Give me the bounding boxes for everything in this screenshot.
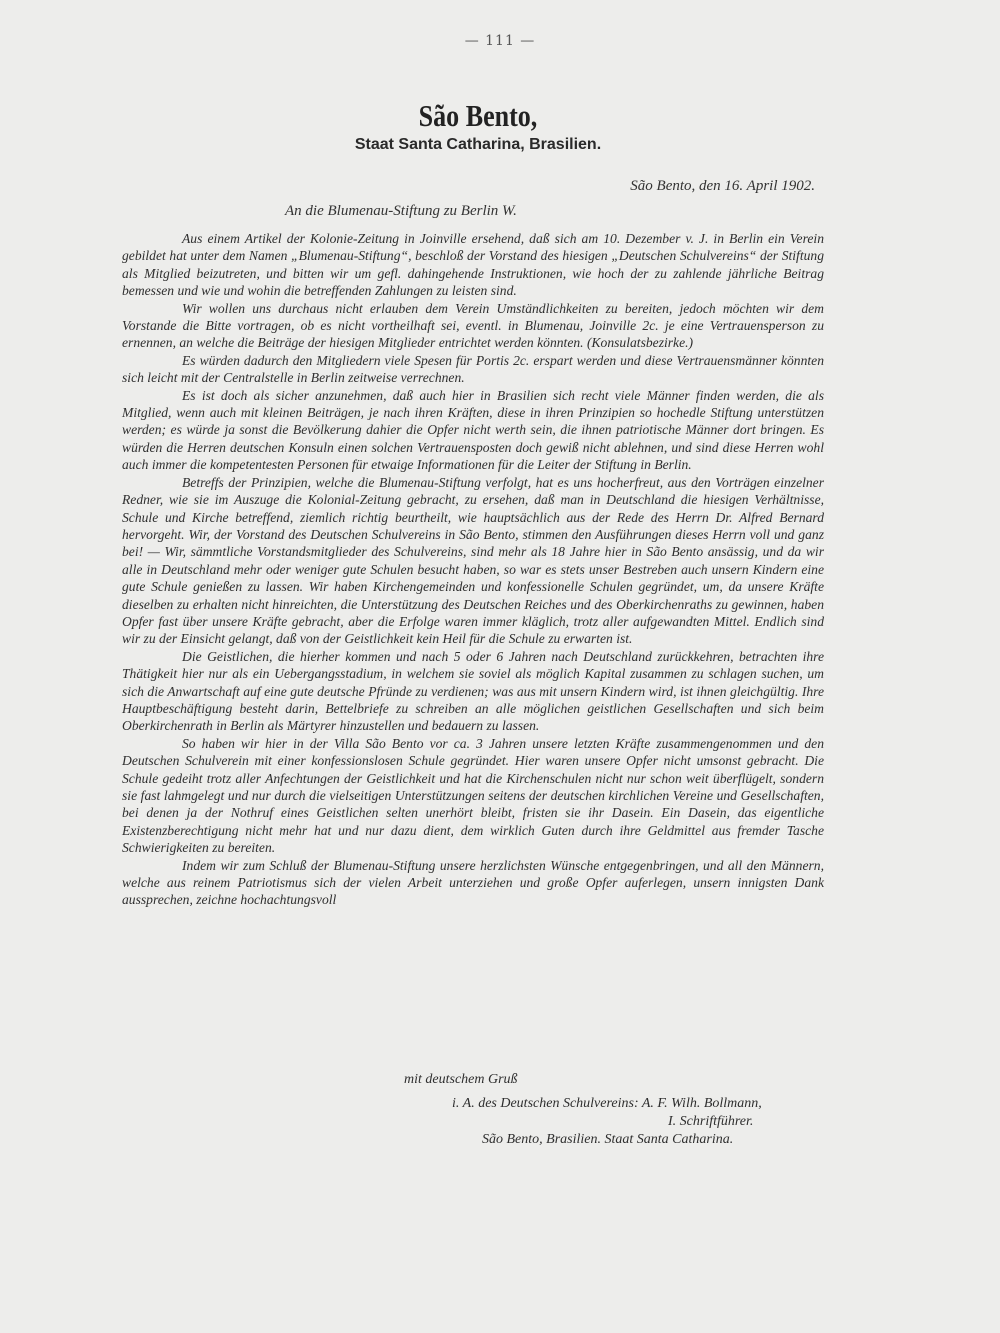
letter-closing: mit deutschem Gruß <box>404 1072 518 1087</box>
signature-title: I. Schriftführer. <box>668 1114 754 1129</box>
letter-paragraph: Die Geistlichen, die hierher kommen und nach 5 oder 6 Jahren nach Deutschland zurückkehren, betrachten ihre Thätigkeit hier nur als ein Uebergangsstadium, in welchem sie soviel als möglich Kapital zusammen zu schlagen suchen, um sich die Anwartschaft auf eine gute deutsche Pfründe zu verdienen; was aus mit unsern Kindern wird, ist ihnen gleichgültig. Ihre Hauptbeschäftigung besteht darin, Bettelbriefe zu schreiben an alle möglichen geistlichen Gesellschaften und sich beim Oberkirchenrath in Berlin als Märtyrer hinzustellen und bedauern zu lassen. <box>122 648 824 734</box>
letter-paragraph: So haben wir hier in der Villa São Bento vor ca. 3 Jahren unsere letzten Kräfte zusammengenommen und den Deutschen Schulverein mit einer konfessionslosen Schule gegründet. Hier waren unsere Opfer nicht umsonst gebracht. Die Schule gedeiht trotz aller Anfechtungen der Geistlichkeit und hat die Kirchenschulen nicht nur schon weit überflügelt, sondern sie fast lahmgelegt und nur durch die vielseitigen Unterstützungen seitens der deutschen kirchlichen Vereine und Gesellschaften, bei denen ja der Nothruf eines Geistlichen selten unerhört bleibt, fristen sie ihr Dasein. Ein Dasein, das eigentliche Existenzberechtigung nicht mehr hat und nur dazu dient, dem wirklich Guten durch ihre Geldmittel aus fremder Tasche Schwierigkeiten zu bereiten. <box>122 735 824 856</box>
letter-paragraph: Es würden dadurch den Mitgliedern viele Spesen für Portis 2c. erspart werden und diese Vertrauensmänner könnten sich leicht mit der Centralstelle in Berlin zeitweise verrechnen. <box>122 352 824 386</box>
letter-paragraph: Wir wollen uns durchaus nicht erlauben dem Verein Umständlichkeiten zu bereiten, jedoch möchten wir dem Vorstande die Bitte vortragen, ob es nicht vortheilhaft sei, eventl. in Blumenau, Joinville 2c. je eine Vertrauensperson zu ernennen, an welche die Beiträge der hiesigen Mitglieder entrichtet werden könnten. (Konsulatsbezirke.) <box>122 300 824 351</box>
letter-paragraph: Es ist doch als sicher anzunehmen, daß auch hier in Brasilien sich recht viele Männer finden werden, die als Mitglied, wenn auch mit kleinen Beiträgen, je nach ihren Kräften, diese in ihren Prinzipien so hochedle Stiftung unterstützen werden; es würde ja sonst die Bevölkerung dahier die Opfer nicht werth sein, die ihnen patriotische Männer dort bringen. Es würden die Herren deutschen Konsuln einen solchen Vertrauensposten doch gewiß nicht ablehnen, und sind diese Herren wohl auch immer die kompetentesten Personen für etwaige Informationen für die Leiter der Stiftung in Berlin. <box>122 387 824 473</box>
letter-dateline: São Bento, den 16. April 1902. <box>630 178 815 194</box>
page-title: São Bento, <box>418 98 538 133</box>
signature-line: i. A. des Deutschen Schulvereins: A. F. Wilh. Bollmann, <box>452 1096 762 1111</box>
letter-body <box>122 230 824 909</box>
letter-paragraph: Aus einem Artikel der Kolonie-Zeitung in Joinville ersehend, daß sich am 10. Dezember v. J. in Berlin ein Verein gebildet hat unter dem Namen „Blumenau-Stiftung“, beschloß der Vorstand des hiesigen „Deutschen Schulvereins“ der Stiftung als Mitglied beizutreten, und bitten wir um gefl. dahingehende Instruktionen, wie hoch der zu zahlende jährliche Beitrag bemessen und wie und wohin die betreffenden Zahlungen zu leisten sind. <box>122 231 824 299</box>
signature-location: São Bento, Brasilien. Staat Santa Catharina. <box>482 1132 734 1147</box>
letter-paragraph: Indem wir zum Schluß der Blumenau-Stiftung unsere herzlichsten Wünsche entgegenbringen, und all den Männern, welche aus reinem Patriotismus sich der vielen Arbeit unterziehen und große Opfer auferlegen, unsern innigsten Dank aussprechen, zeichne hochachtungsvoll <box>122 857 824 908</box>
letter-addressee: An die Blumenau-Stiftung zu Berlin W. <box>285 203 517 219</box>
page-subtitle: Staat Santa Catharina, Brasilien. <box>354 136 602 153</box>
page-number: — 111 — <box>464 33 536 49</box>
letter-paragraph: Betreffs der Prinzipien, welche die Blumenau-Stiftung verfolgt, hat es uns hocherfreut, aus den Vorträgen einzelner Redner, wie sie im Auszuge die Kolonial-Zeitung gebracht, zu ersehen, daß man in Deutschland die hiesigen Verhältnisse, Schule und Kirche betreffend, ziemlich richtig beurtheilt, wie hauptsächlich aus der Rede des Herrn Dr. Alfred Bernard hervorgeht. Wir, der Vorstand des Deutschen Schulvereins in São Bento, stimmen den Ausführungen dieses Herrn voll und ganz bei! — Wir, sämmtliche Vorstandsmitglieder des Schulvereins, sind mehr als 18 Jahre hier in São Bento ansässig, und da wir alle in Deutschland mehr oder weniger gute Schulen besucht haben, so war es stets unser Bestreben auch unsern Kindern eine gute Schule genießen zu lassen. Wir haben Kirchengemeinden und konfessionelle Schulen gegründet, um, da unsere Kräfte dieselben zu erhalten nicht hinreichten, die Unterstützung des Deutschen Reiches und des Oberkirchenraths zu gewinnen, haben Opfer fast über unsere Kräfte gebracht, aber die Erfolge waren immer kläglich, trotz aller aufgewandten Mittel. Endlich sind wir zu der Einsicht gelangt, daß von der Geistlichkeit kein Heil für die Schule zu erwarten ist. <box>122 474 824 647</box>
